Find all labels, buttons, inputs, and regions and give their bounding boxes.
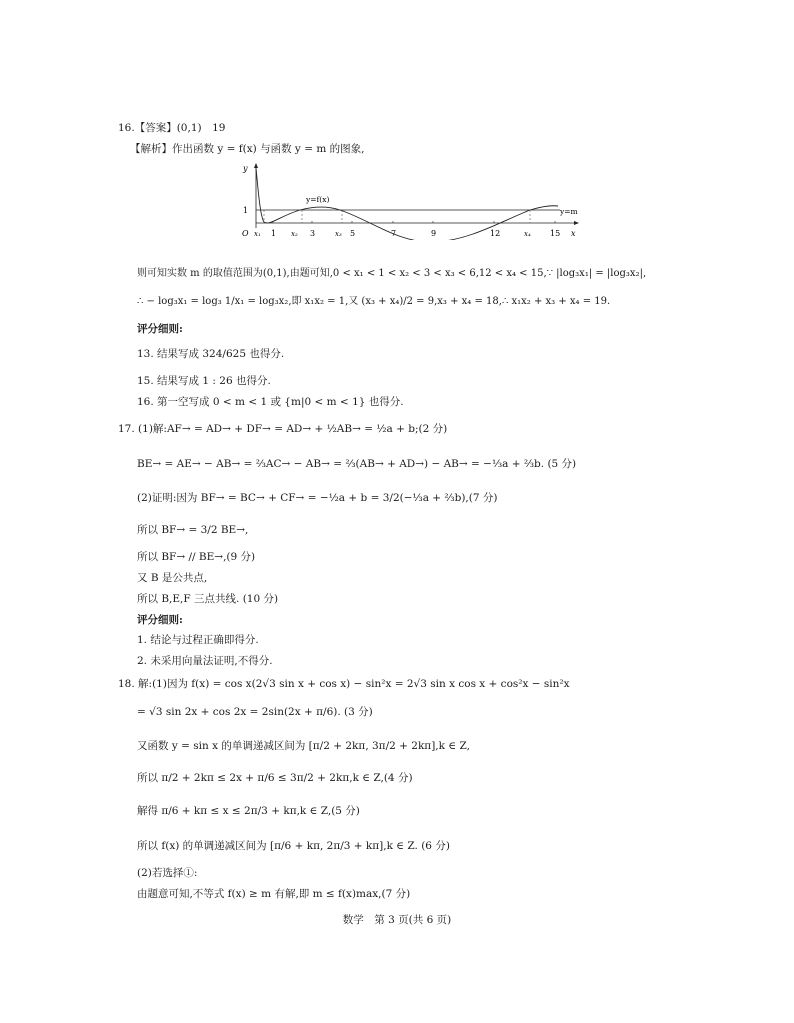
q18-line-3: 又函数 y = sin x 的单调递减区间为 [π/2 + 2kπ, 3π/2 + 2kπ],k ∈ Z,: [137, 740, 470, 752]
q18-line-8: 由题意可知,不等式 f(x) ≥ m 有解,即 m ≤ f(x)max,(7 分): [137, 888, 411, 900]
curve-label: y=f(x): [306, 195, 330, 204]
scoring1-title: 评分细则:: [137, 323, 183, 335]
y-axis-label: y: [243, 164, 248, 173]
scoring1-item-16: 16. 第一空写成 0 < m < 1 或 {m|0 < m < 1} 也得分.: [137, 396, 404, 408]
x-tick-5: 5: [350, 229, 356, 238]
scoring1-item-15: 15. 结果写成 1 : 26 也得分.: [137, 375, 271, 387]
q17-line-5: 所以 BF→ // BE→,(9 分): [137, 551, 256, 563]
q16-answer: 16.【答案】(0,1) 19: [118, 122, 226, 134]
q18-line-2: = √3 sin 2x + cos 2x = 2sin(2x + π/6). (3 分): [137, 706, 373, 718]
x-tick-x3: x₃: [335, 230, 342, 238]
q18-line-4: 所以 π/2 + 2kπ ≤ 2x + π/6 ≤ 3π/2 + 2kπ,k ∈ Z,(4 分): [137, 772, 413, 784]
x-tick-7: 7: [391, 229, 397, 238]
q18-line-7: (2)若选择①:: [137, 867, 198, 879]
q18-line-5: 解得 π/6 + kπ ≤ x ≤ 2π/3 + kπ,k ∈ Z,(5 分): [137, 805, 360, 817]
x-tick-3: 3: [310, 229, 316, 238]
x-tick-x1: x₁: [254, 230, 261, 238]
function-graph: [240, 158, 580, 240]
x-tick-12: 12: [490, 229, 501, 238]
x-tick-x2: x₂: [291, 230, 298, 238]
q17-line-6: 又 B 是公共点,: [137, 572, 208, 584]
page-footer: 数学 第 3 页(共 6 页): [342, 914, 452, 926]
q17-line-3: (2)证明:因为 BF→ = BC→ + CF→ = −½a + b = 3/2(−⅓a + ⅔b),(7 分): [137, 492, 498, 504]
q16-line1: 则可知实数 m 的取值范围为(0,1),由题可知,0 < x₁ < 1 < x₂ < 3 < x₃ < 6,12 < x₄ < 15,∵ |log₃x₁| = |log₃x₂|,: [137, 268, 647, 279]
q17-line-7: 所以 B,E,F 三点共线. (10 分): [137, 593, 279, 605]
y-tick-1: 1: [243, 206, 249, 215]
origin-label: O: [242, 229, 249, 238]
x-tick-15: 15: [550, 229, 561, 238]
q17-line-4: 所以 BF→ = 3/2 BE→,: [137, 524, 249, 536]
x-tick-1: 1: [271, 229, 277, 238]
x-axis-label: x: [571, 229, 576, 238]
scoring1-item-13: 13. 结果写成 324/625 也得分.: [137, 348, 285, 360]
x-axis-arrow: [574, 221, 579, 225]
q16-analysis: 【解析】作出函数 y = f(x) 与函数 y = m 的图象,: [130, 143, 365, 155]
q17-line-1: 17. (1)解:AF→ = AD→ + DF→ = AD→ + ½AB→ = ½a + b;(2 分): [118, 423, 448, 435]
x-tick-9: 9: [431, 229, 437, 238]
q18-line-1: 18. 解:(1)因为 f(x) = cos x(2√3 sin x + cos x) − sin²x = 2√3 sin x cos x + cos²x − sin²x: [118, 678, 570, 690]
q16-line2: ∴ − log₃x₁ = log₃ 1/x₁ = log₃x₂,即 x₁x₂ = 1,又 (x₃ + x₄)/2 = 9,x₃ + x₄ = 18,∴ x₁x₂ + x₃ + x₄ = 19.: [137, 296, 611, 307]
scoring2-title: 评分细则:: [137, 614, 183, 626]
q17-line-2: BE→ = AE→ − AB→ = ⅔AC→ − AB→ = ⅔(AB→ + AD→) − AB→ = −⅓a + ⅔b. (5 分): [137, 458, 577, 470]
x-tick-x4: x₄: [524, 230, 531, 238]
scoring2-item-2: 2. 未采用向量法证明,不得分.: [137, 655, 273, 667]
q18-line-6: 所以 f(x) 的单调递减区间为 [π/6 + kπ, 2π/3 + kπ],k ∈ Z. (6 分): [137, 840, 450, 852]
y-axis-arrow: [254, 163, 258, 168]
line-label: y=m: [560, 207, 578, 216]
curve-f: [256, 168, 561, 240]
scoring2-item-1: 1. 结论与过程正确即得分.: [137, 634, 259, 646]
